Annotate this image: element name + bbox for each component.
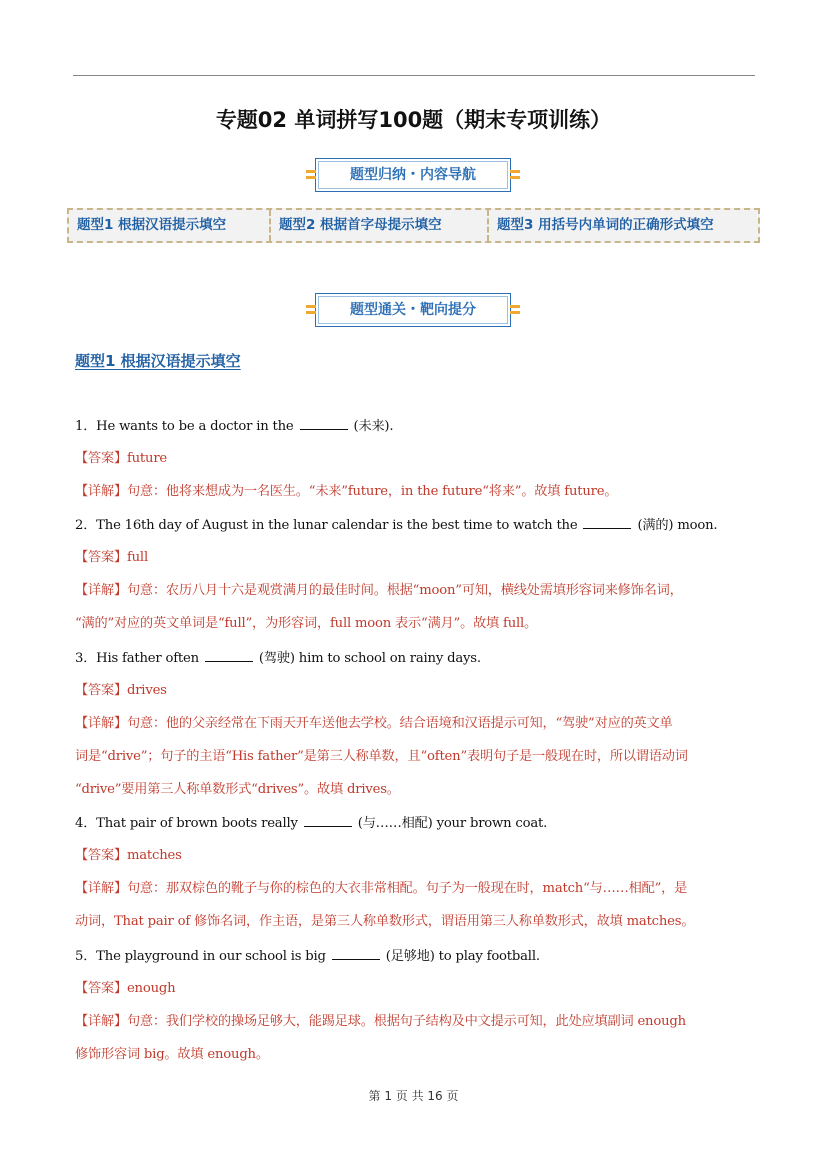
stem-text: 5．The playground in our school is big — [75, 949, 326, 964]
question-stem — [75, 516, 717, 535]
stem-text: 2．The 16th day of August in the lunar calendar is the best time to watch the — [75, 518, 578, 533]
stem-text: 1．He wants to be a doctor in the — [75, 419, 294, 434]
nav-item-type-2[interactable]: 题型2 根据首字母提示填空 — [269, 210, 487, 241]
answer-blank — [205, 649, 253, 662]
answer-line: 【答案】drives — [75, 683, 167, 698]
decor-bars-icon — [510, 303, 520, 317]
detail-line: “drive”要用第三人称单数形式“drives”。故填 drives。 — [75, 782, 400, 797]
answer-blank — [332, 947, 380, 960]
nav-banner — [315, 158, 511, 192]
answer-line: 【答案】matches — [75, 848, 182, 863]
stem-hint: (未来). — [353, 419, 394, 434]
question-stem — [75, 649, 481, 668]
section-heading: 题型1 根据汉语提示填空 — [75, 352, 241, 370]
stem-text: 4．That pair of brown boots really — [75, 816, 298, 831]
stem-hint: (驾驶) him to school on rainy days. — [258, 651, 481, 666]
detail-line: 修饰形容词 big。故填 enough。 — [75, 1047, 269, 1062]
practice-banner-label: 题型通关・靶向提分 — [350, 302, 476, 318]
practice-banner — [315, 293, 511, 327]
content-nav — [67, 208, 760, 243]
question-stem — [75, 417, 393, 436]
stem-hint: (满的) moon. — [637, 518, 718, 533]
question-stem — [75, 814, 547, 833]
detail-line: 【详解】句意：他将来想成为一名医生。“未来”future，in the future“将来”。故填 future。 — [75, 484, 618, 499]
decor-bars-icon — [306, 303, 316, 317]
stem-hint: (足够地) to play football. — [385, 949, 540, 964]
question-stem — [75, 947, 540, 966]
page-title: 专题02 单词拼写100题（期末专项训练） — [215, 108, 612, 132]
detail-line: 【详解】句意：那双棕色的靴子与你的棕色的大衣非常相配。句子为一般现在时，match“与……相配”，是 — [75, 881, 688, 896]
nav-item-type-1[interactable]: 题型1 根据汉语提示填空 — [77, 217, 227, 233]
decor-bars-icon — [510, 168, 520, 182]
detail-line: 动词，That pair of 修饰名词，作主语，是第三人称单数形式，谓语用第三人称单数形式，故填 matches。 — [75, 914, 695, 929]
answer-blank — [304, 814, 352, 827]
stem-text: 3．His father often — [75, 651, 199, 666]
detail-line: 【详解】句意：农历八月十六是观赏满月的最佳时间。根据“moon”可知，横线处需填形容词来修饰名词， — [75, 583, 683, 598]
detail-line: 【详解】句意：我们学校的操场足够大，能踢足球。根据句子结构及中文提示可知，此处应填副词 enough — [75, 1014, 686, 1029]
detail-line: “满的”对应的英文单词是“full”，为形容词，full moon 表示“满月”。故填 full。 — [75, 616, 538, 631]
decor-bars-icon — [306, 168, 316, 182]
detail-line: 【详解】句意：他的父亲经常在下雨天开车送他去学校。结合语境和汉语提示可知，“驾驶”对应的英文单 — [75, 716, 673, 731]
answer-blank — [300, 417, 348, 430]
page-footer: 第 1 页 共 16 页 — [368, 1089, 459, 1103]
stem-hint: (与……相配) your brown coat. — [357, 816, 548, 831]
answer-line: 【答案】enough — [75, 981, 176, 996]
header-rule — [73, 75, 755, 76]
answer-blank — [583, 516, 631, 529]
answer-line: 【答案】future — [75, 451, 168, 466]
answer-line: 【答案】full — [75, 550, 148, 565]
detail-line: 词是“drive”；句子的主语“His father”是第三人称单数，且“often”表明句子是一般现在时，所以谓语动词 — [75, 749, 688, 764]
nav-banner-label: 题型归纳・内容导航 — [350, 167, 476, 183]
nav-item-type-3[interactable]: 题型3 用括号内单词的正确形式填空 — [487, 210, 758, 241]
